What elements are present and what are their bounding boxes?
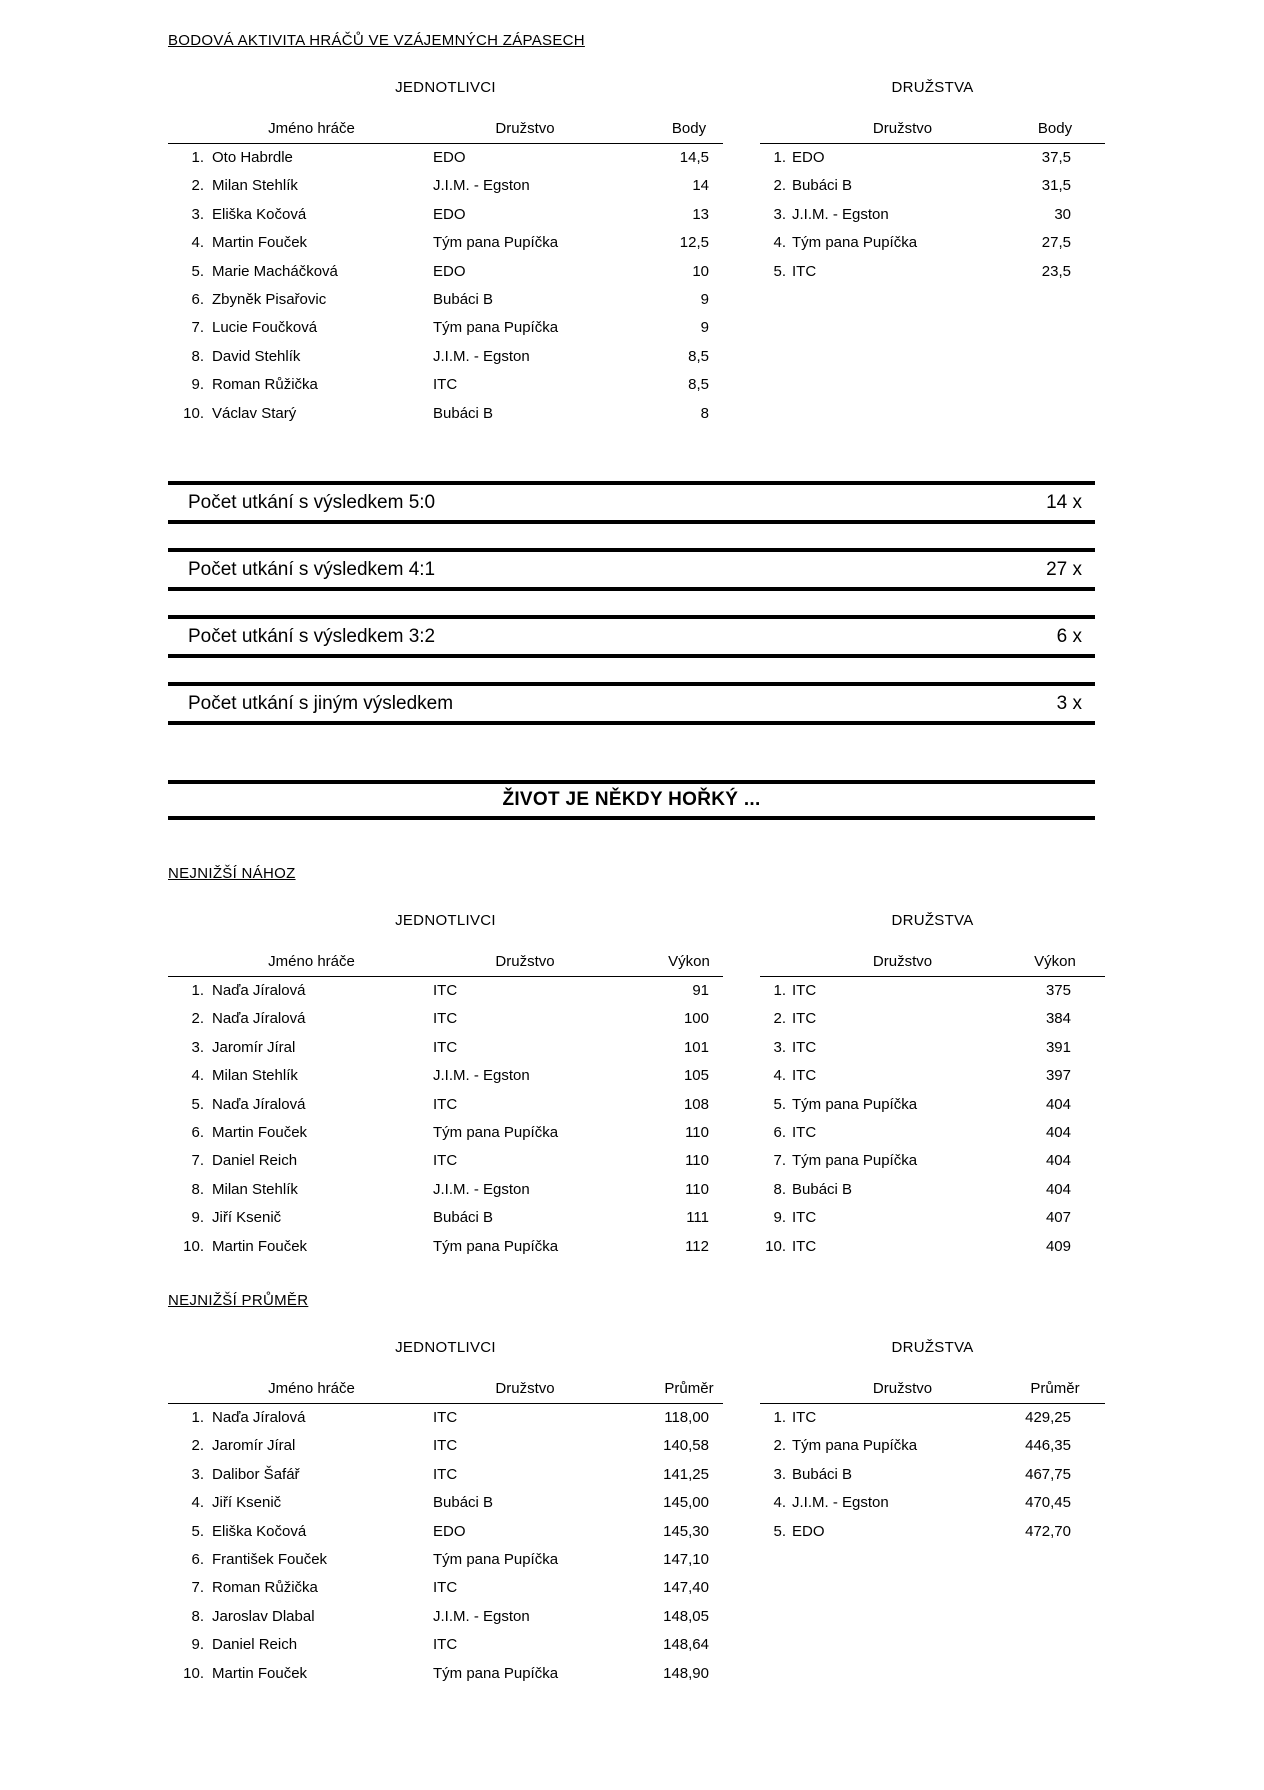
row-value: 397 bbox=[1045, 1067, 1071, 1085]
row-rank: 6. bbox=[191, 290, 204, 308]
row-rank: 4. bbox=[773, 1067, 786, 1085]
team-name: J.I.M. - Egston bbox=[433, 1607, 530, 1625]
match-count-value: 3 x bbox=[1056, 692, 1082, 714]
match-count-bar bbox=[168, 682, 1095, 725]
team-column-header: Družstvo bbox=[872, 120, 933, 137]
player-name: David Stehlík bbox=[212, 347, 301, 365]
table-header-row bbox=[168, 1381, 723, 1404]
team-name: EDO bbox=[792, 149, 825, 166]
row-rank: 3. bbox=[773, 1038, 786, 1056]
nahoz-teams-table bbox=[760, 913, 1105, 1261]
table-header-row bbox=[168, 954, 723, 977]
row-value: 446,35 bbox=[1025, 1437, 1071, 1455]
row-value: 404 bbox=[1045, 1123, 1071, 1141]
team-name: ITC bbox=[433, 1579, 458, 1597]
match-count-value: 6 x bbox=[1056, 625, 1082, 647]
team-column-header: Družstvo bbox=[495, 953, 555, 970]
table-row bbox=[168, 1176, 723, 1204]
row-rank: 7. bbox=[191, 319, 204, 337]
row-rank: 1. bbox=[191, 149, 204, 166]
table-row bbox=[760, 1404, 1105, 1432]
table-row bbox=[168, 258, 723, 286]
team-name: J.I.M. - Egston bbox=[792, 1494, 889, 1512]
row-value: 118,00 bbox=[664, 1409, 709, 1426]
row-rank: 4. bbox=[191, 234, 204, 252]
row-rank: 10. bbox=[183, 1237, 204, 1255]
match-count-bar bbox=[168, 548, 1095, 591]
team-name: ITC bbox=[433, 1465, 458, 1483]
table-header-row bbox=[760, 121, 1105, 144]
player-name: Jaromír Jíral bbox=[212, 1437, 296, 1455]
row-rank: 3. bbox=[773, 205, 786, 223]
match-count-label: Počet utkání s jiným výsledkem bbox=[188, 692, 454, 714]
banner-text: ŽIVOT JE NĚKDY HOŘKÝ ... bbox=[168, 780, 1095, 820]
row-value: 13 bbox=[692, 205, 709, 223]
team-name: Tým pana Pupíčka bbox=[792, 234, 918, 252]
team-name: J.I.M. - Egston bbox=[433, 1067, 530, 1085]
row-rank: 2. bbox=[773, 1010, 786, 1028]
player-name: Naďa Jíralová bbox=[212, 1095, 306, 1113]
team-name: Bubáci B bbox=[792, 1180, 853, 1198]
nahoz-section-heading: NEJNIŽŠÍ NÁHOZ bbox=[168, 865, 296, 882]
table-row bbox=[760, 258, 1105, 286]
row-value: 148,05 bbox=[663, 1607, 709, 1625]
row-rank: 1. bbox=[191, 982, 204, 999]
row-value: 101 bbox=[683, 1038, 709, 1056]
team-name: Bubáci B bbox=[433, 1494, 494, 1512]
row-value: 409 bbox=[1045, 1237, 1071, 1255]
row-rank: 4. bbox=[773, 1494, 786, 1512]
row-value: 404 bbox=[1045, 1180, 1071, 1198]
row-value: 23,5 bbox=[1041, 262, 1071, 280]
row-value: 108 bbox=[683, 1095, 709, 1113]
row-value: 467,75 bbox=[1025, 1465, 1071, 1483]
table-row bbox=[760, 1034, 1105, 1062]
row-value: 30 bbox=[1054, 205, 1071, 223]
table-row bbox=[168, 144, 723, 172]
row-rank: 10. bbox=[183, 404, 204, 422]
row-value: 110 bbox=[685, 1180, 709, 1198]
player-name: Lucie Foučková bbox=[212, 319, 318, 337]
row-value: 14,5 bbox=[679, 149, 709, 166]
individuals-heading: JEDNOTLIVCI bbox=[395, 1339, 496, 1356]
prumer-teams-table bbox=[760, 1340, 1105, 1546]
team-name: EDO bbox=[433, 205, 466, 223]
table-row bbox=[168, 1461, 723, 1489]
team-name: ITC bbox=[433, 1152, 458, 1170]
teams-heading: DRUŽSTVA bbox=[891, 912, 974, 929]
row-value: 110 bbox=[685, 1123, 709, 1141]
row-rank: 8. bbox=[773, 1180, 786, 1198]
row-value: 100 bbox=[683, 1010, 709, 1028]
team-name: ITC bbox=[792, 1038, 817, 1056]
row-value: 470,45 bbox=[1025, 1494, 1071, 1512]
row-rank: 9. bbox=[191, 1636, 204, 1654]
row-value: 375 bbox=[1045, 982, 1071, 999]
table-row bbox=[168, 172, 723, 200]
team-name: ITC bbox=[792, 982, 817, 999]
team-name: EDO bbox=[433, 149, 466, 166]
nahoz-individuals-table bbox=[168, 913, 723, 1261]
table-row bbox=[760, 1461, 1105, 1489]
player-name: Roman Růžička bbox=[212, 1579, 318, 1597]
player-name: Daniel Reich bbox=[212, 1152, 298, 1170]
match-count-value: 14 x bbox=[1046, 491, 1082, 513]
team-name: ITC bbox=[433, 1095, 458, 1113]
row-value: 391 bbox=[1045, 1038, 1071, 1056]
table-row bbox=[168, 1603, 723, 1631]
row-value: 112 bbox=[685, 1237, 709, 1255]
row-value: 429,25 bbox=[1025, 1409, 1071, 1426]
table-header-row bbox=[760, 954, 1105, 977]
row-value: 31,5 bbox=[1041, 177, 1071, 195]
team-name: ITC bbox=[433, 1636, 458, 1654]
row-rank: 4. bbox=[773, 234, 786, 252]
player-name: Václav Starý bbox=[212, 404, 297, 422]
table-row bbox=[760, 1432, 1105, 1460]
table-row bbox=[760, 229, 1105, 257]
row-value: 8,5 bbox=[688, 347, 709, 365]
player-name: Milan Stehlík bbox=[212, 1067, 298, 1085]
player-name: Eliška Kočová bbox=[212, 1522, 307, 1540]
team-name: ITC bbox=[792, 262, 817, 280]
table-row bbox=[168, 1119, 723, 1147]
row-value: 141,25 bbox=[663, 1465, 709, 1483]
team-name: Tým pana Pupíčka bbox=[433, 1123, 559, 1141]
table-row bbox=[760, 1204, 1105, 1232]
row-rank: 9. bbox=[191, 376, 204, 394]
row-rank: 5. bbox=[773, 1095, 786, 1113]
table-row bbox=[168, 286, 723, 314]
individuals-heading: JEDNOTLIVCI bbox=[395, 79, 496, 96]
team-name: ITC bbox=[433, 1409, 458, 1426]
row-value: 37,5 bbox=[1041, 149, 1071, 166]
player-column-header: Jméno hráče bbox=[268, 120, 355, 137]
team-name: Tým pana Pupíčka bbox=[792, 1152, 918, 1170]
row-value: 105 bbox=[683, 1067, 709, 1085]
table-header-row bbox=[760, 1381, 1105, 1404]
row-rank: 2. bbox=[191, 1010, 204, 1028]
player-name: František Fouček bbox=[212, 1550, 328, 1568]
row-value: 384 bbox=[1045, 1010, 1071, 1028]
table-row bbox=[760, 144, 1105, 172]
row-rank: 3. bbox=[191, 1038, 204, 1056]
team-name: EDO bbox=[792, 1522, 825, 1540]
row-value: 404 bbox=[1045, 1152, 1071, 1170]
match-count-bars bbox=[168, 481, 1095, 749]
prumer-section-heading: NEJNIŽŠÍ PRŮMĚR bbox=[168, 1292, 309, 1309]
team-column-header: Družstvo bbox=[495, 120, 555, 137]
team-name: J.I.M. - Egston bbox=[433, 347, 530, 365]
team-name: ITC bbox=[792, 1067, 817, 1085]
player-name: Zbyněk Pisařovic bbox=[212, 290, 327, 308]
table-row bbox=[760, 1091, 1105, 1119]
row-rank: 8. bbox=[191, 347, 204, 365]
table-rows bbox=[760, 977, 1105, 1261]
row-rank: 2. bbox=[773, 177, 786, 195]
row-rank: 5. bbox=[191, 1095, 204, 1113]
player-name: Milan Stehlík bbox=[212, 177, 298, 195]
table-row bbox=[760, 201, 1105, 229]
table-row bbox=[168, 229, 723, 257]
table-row bbox=[168, 1091, 723, 1119]
row-value: 10 bbox=[692, 262, 709, 280]
team-name: Bubáci B bbox=[433, 1209, 494, 1227]
row-rank: 2. bbox=[773, 1437, 786, 1455]
team-name: EDO bbox=[433, 1522, 466, 1540]
player-name: Eliška Kočová bbox=[212, 205, 307, 223]
table-row bbox=[168, 1574, 723, 1602]
table-row bbox=[168, 343, 723, 371]
table-row bbox=[168, 1233, 723, 1261]
row-value: 8 bbox=[700, 404, 709, 422]
row-value: 145,00 bbox=[663, 1494, 709, 1512]
team-name: Bubáci B bbox=[792, 177, 853, 195]
row-rank: 7. bbox=[773, 1152, 786, 1170]
row-value: 148,90 bbox=[663, 1664, 709, 1682]
team-column-header: Družstvo bbox=[872, 953, 933, 970]
player-name: Martin Fouček bbox=[212, 1664, 308, 1682]
table-row bbox=[760, 172, 1105, 200]
table-row bbox=[760, 1005, 1105, 1033]
value-column-header: Body bbox=[1037, 120, 1073, 137]
player-name: Oto Habrdle bbox=[212, 149, 293, 166]
row-value: 472,70 bbox=[1025, 1522, 1071, 1540]
row-rank: 5. bbox=[773, 262, 786, 280]
table-rows bbox=[760, 144, 1105, 286]
player-name: Daniel Reich bbox=[212, 1636, 298, 1654]
table-row bbox=[760, 1233, 1105, 1261]
row-value: 12,5 bbox=[679, 234, 709, 252]
row-rank: 8. bbox=[191, 1180, 204, 1198]
table-row bbox=[760, 1062, 1105, 1090]
row-rank: 3. bbox=[191, 1465, 204, 1483]
team-name: ITC bbox=[433, 1010, 458, 1028]
team-name: Tým pana Pupíčka bbox=[433, 1237, 559, 1255]
table-row bbox=[168, 371, 723, 399]
team-name: Tým pana Pupíčka bbox=[792, 1095, 918, 1113]
team-name: J.I.M. - Egston bbox=[433, 1180, 530, 1198]
row-rank: 10. bbox=[183, 1664, 204, 1682]
table-row bbox=[760, 1119, 1105, 1147]
player-name: Marie Macháčková bbox=[212, 262, 338, 280]
team-name: ITC bbox=[792, 1409, 817, 1426]
bodova-teams-table bbox=[760, 80, 1105, 286]
player-name: Naďa Jíralová bbox=[212, 982, 306, 999]
player-name: Jaromír Jíral bbox=[212, 1038, 296, 1056]
row-rank: 1. bbox=[773, 149, 786, 166]
row-value: 110 bbox=[685, 1152, 709, 1170]
row-value: 111 bbox=[686, 1209, 709, 1227]
table-row bbox=[760, 1147, 1105, 1175]
row-rank: 9. bbox=[773, 1209, 786, 1227]
match-count-label: Počet utkání s výsledkem 4:1 bbox=[188, 558, 436, 580]
table-row bbox=[168, 1005, 723, 1033]
value-column-header: Výkon bbox=[1034, 953, 1076, 970]
value-column-header: Výkon bbox=[668, 953, 710, 970]
value-column-header: Průměr bbox=[1030, 1380, 1080, 1397]
player-name: Roman Růžička bbox=[212, 376, 318, 394]
table-row bbox=[168, 1660, 723, 1688]
teams-heading: DRUŽSTVA bbox=[891, 79, 974, 96]
team-name: ITC bbox=[433, 376, 458, 394]
player-name: Jiří Ksenič bbox=[212, 1209, 282, 1227]
table-row bbox=[168, 1489, 723, 1517]
table-rows bbox=[760, 1404, 1105, 1546]
table-row bbox=[760, 1176, 1105, 1204]
team-name: Tým pana Pupíčka bbox=[433, 234, 559, 252]
team-name: J.I.M. - Egston bbox=[792, 205, 889, 223]
table-row bbox=[760, 977, 1105, 1005]
table-row bbox=[168, 977, 723, 1005]
team-name: Tým pana Pupíčka bbox=[433, 1664, 559, 1682]
row-rank: 7. bbox=[191, 1579, 204, 1597]
table-rows bbox=[168, 144, 723, 428]
row-rank: 7. bbox=[191, 1152, 204, 1170]
table-row bbox=[760, 1489, 1105, 1517]
row-rank: 4. bbox=[191, 1067, 204, 1085]
team-name: ITC bbox=[433, 1437, 458, 1455]
row-rank: 2. bbox=[191, 177, 204, 195]
row-value: 147,40 bbox=[663, 1579, 709, 1597]
row-value: 9 bbox=[700, 319, 709, 337]
row-rank: 3. bbox=[773, 1465, 786, 1483]
table-row bbox=[168, 201, 723, 229]
team-name: ITC bbox=[792, 1010, 817, 1028]
row-rank: 2. bbox=[191, 1437, 204, 1455]
row-value: 147,10 bbox=[663, 1550, 709, 1568]
team-name: ITC bbox=[792, 1237, 817, 1255]
row-rank: 1. bbox=[773, 1409, 786, 1426]
table-row bbox=[168, 314, 723, 342]
value-column-header: Body bbox=[671, 120, 707, 137]
row-rank: 10. bbox=[765, 1237, 786, 1255]
table-header-row bbox=[168, 121, 723, 144]
row-rank: 5. bbox=[191, 262, 204, 280]
team-name: ITC bbox=[792, 1209, 817, 1227]
match-count-bar bbox=[168, 615, 1095, 658]
team-name: Bubáci B bbox=[433, 404, 494, 422]
team-name: Bubáci B bbox=[433, 290, 494, 308]
table-row bbox=[168, 1631, 723, 1659]
team-name: ITC bbox=[792, 1123, 817, 1141]
team-name: EDO bbox=[433, 262, 466, 280]
row-value: 27,5 bbox=[1041, 234, 1071, 252]
team-name: ITC bbox=[433, 982, 458, 999]
row-rank: 6. bbox=[191, 1550, 204, 1568]
player-name: Naďa Jíralová bbox=[212, 1409, 306, 1426]
team-name: Tým pana Pupíčka bbox=[433, 319, 559, 337]
document-title: BODOVÁ AKTIVITA HRÁČŮ VE VZÁJEMNÝCH ZÁPASECH bbox=[168, 32, 585, 49]
table-row bbox=[168, 400, 723, 428]
row-rank: 5. bbox=[191, 1522, 204, 1540]
row-value: 8,5 bbox=[688, 376, 709, 394]
bodova-individuals-table bbox=[168, 80, 723, 428]
table-row bbox=[168, 1062, 723, 1090]
team-name: Tým pana Pupíčka bbox=[433, 1550, 559, 1568]
team-name: Bubáci B bbox=[792, 1465, 853, 1483]
individuals-heading: JEDNOTLIVCI bbox=[395, 912, 496, 929]
player-name: Martin Fouček bbox=[212, 1123, 308, 1141]
match-count-label: Počet utkání s výsledkem 3:2 bbox=[188, 625, 436, 647]
table-row bbox=[168, 1432, 723, 1460]
row-rank: 4. bbox=[191, 1494, 204, 1512]
row-value: 145,30 bbox=[663, 1522, 709, 1540]
table-rows bbox=[168, 1404, 723, 1688]
row-rank: 1. bbox=[191, 1409, 204, 1426]
table-row bbox=[168, 1518, 723, 1546]
prumer-individuals-table bbox=[168, 1340, 723, 1688]
row-rank: 8. bbox=[191, 1607, 204, 1625]
match-count-label: Počet utkání s výsledkem 5:0 bbox=[188, 491, 436, 513]
row-rank: 9. bbox=[191, 1209, 204, 1227]
player-name: Martin Fouček bbox=[212, 234, 308, 252]
player-name: Dalibor Šafář bbox=[212, 1465, 300, 1483]
team-column-header: Družstvo bbox=[495, 1380, 555, 1397]
player-name: Milan Stehlík bbox=[212, 1180, 298, 1198]
row-value: 148,64 bbox=[663, 1636, 709, 1654]
player-name: Naďa Jíralová bbox=[212, 1010, 306, 1028]
row-rank: 6. bbox=[191, 1123, 204, 1141]
row-value: 91 bbox=[692, 982, 709, 999]
table-rows bbox=[168, 977, 723, 1261]
player-column-header: Jméno hráče bbox=[268, 1380, 355, 1397]
player-name: Jaroslav Dlabal bbox=[212, 1607, 315, 1625]
table-row bbox=[168, 1546, 723, 1574]
row-value: 9 bbox=[700, 290, 709, 308]
value-column-header: Průměr bbox=[664, 1380, 714, 1397]
match-count-bar bbox=[168, 481, 1095, 524]
row-rank: 1. bbox=[773, 982, 786, 999]
row-rank: 6. bbox=[773, 1123, 786, 1141]
teams-heading: DRUŽSTVA bbox=[891, 1339, 974, 1356]
player-name: Jiří Ksenič bbox=[212, 1494, 282, 1512]
team-name: Tým pana Pupíčka bbox=[792, 1437, 918, 1455]
team-name: ITC bbox=[433, 1038, 458, 1056]
row-value: 407 bbox=[1045, 1209, 1071, 1227]
table-row bbox=[168, 1204, 723, 1232]
row-value: 404 bbox=[1045, 1095, 1071, 1113]
table-row bbox=[168, 1404, 723, 1432]
team-name: J.I.M. - Egston bbox=[433, 177, 530, 195]
team-column-header: Družstvo bbox=[872, 1380, 933, 1397]
row-value: 14 bbox=[692, 177, 709, 195]
row-rank: 3. bbox=[191, 205, 204, 223]
match-count-value: 27 x bbox=[1046, 558, 1082, 580]
table-row bbox=[760, 1518, 1105, 1546]
row-rank: 5. bbox=[773, 1522, 786, 1540]
table-row bbox=[168, 1034, 723, 1062]
table-row bbox=[168, 1147, 723, 1175]
player-name: Martin Fouček bbox=[212, 1237, 308, 1255]
row-value: 140,58 bbox=[663, 1437, 709, 1455]
player-column-header: Jméno hráče bbox=[268, 953, 355, 970]
